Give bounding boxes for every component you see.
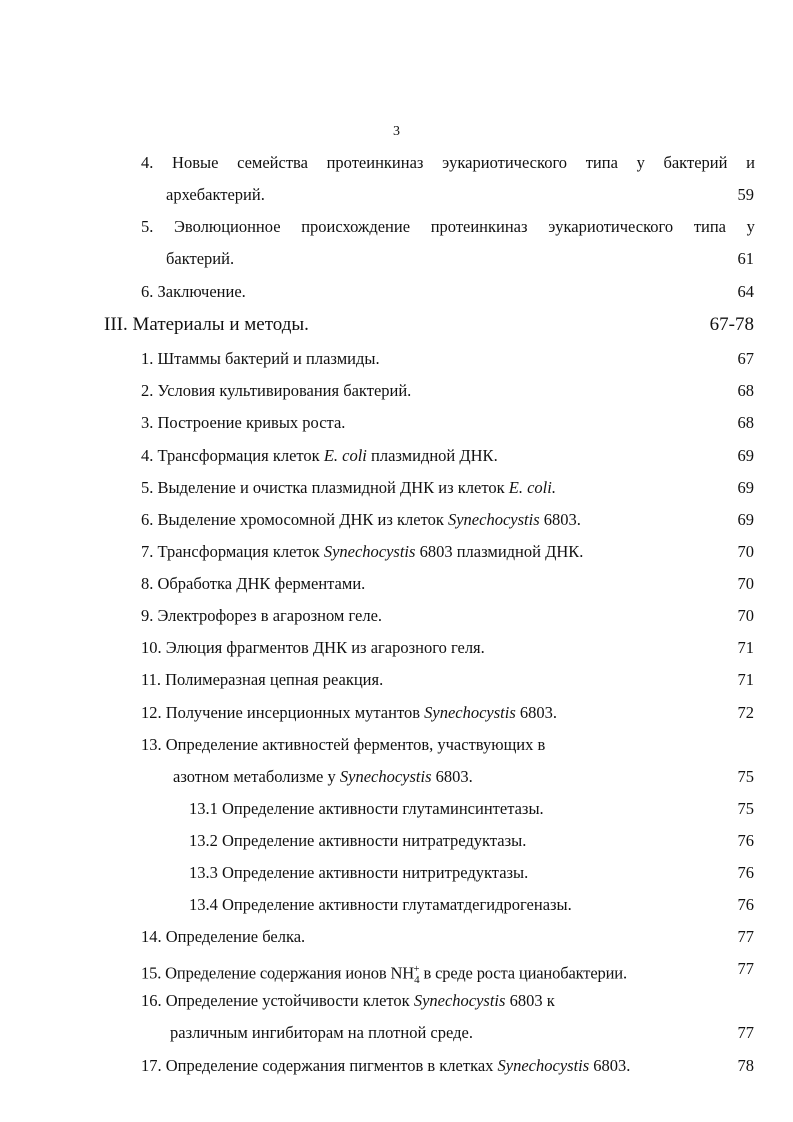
toc-method-10-page: 71 [737,638,754,657]
toc-method-1-page: 67 [737,349,754,368]
toc-method-3-page: 68 [737,413,754,432]
toc-method-13-line2: азотном метаболизме у Synechocystis 6803. [173,767,473,786]
toc-method-6: 6. Выделение хромосомной ДНК из клеток Synechocystis 6803. [141,510,581,529]
toc-method-14-page: 77 [737,927,754,946]
toc-method-17-page: 78 [737,1056,754,1075]
toc-method-11: 11. Полимеразная цепная реакция. [141,670,384,689]
toc-entry-5-line2: бактерий. [166,249,235,268]
toc-method-3: 3. Построение кривых роста. [141,413,346,432]
toc-method-13-1-page: 75 [737,799,754,818]
toc-method-1: 1. Штаммы бактерий и плазмиды. [141,349,380,368]
toc-method-8: 8. Обработка ДНК ферментами. [141,574,366,593]
toc-method-16-page: 77 [737,1023,754,1042]
toc-method-8-page: 70 [737,574,754,593]
toc-method-12-page: 72 [737,703,754,722]
toc-method-15-page: 77 [737,959,754,978]
toc-entry-4-line1: 4. Новые семейства протеинкиназ эукариотического типа у бактерий и [141,153,755,172]
toc-method-9: 9. Электрофорез в агарозном геле. [141,606,383,625]
toc-entry-5-page: 61 [737,249,754,268]
toc-method-14: 14. Определение белка. [141,927,306,946]
toc-method-17: 17. Определение содержания пигментов в клетках Synechocystis 6803. [141,1056,631,1075]
toc-method-2-page: 68 [737,381,754,400]
section-heading-page: 67-78 [709,314,754,335]
toc-method-16-line1: 16. Определение устойчивости клеток Synechocystis 6803 к [141,991,555,1010]
toc-entry-4-line2: архебактерий. [166,185,265,204]
toc-method-13-4-page: 76 [737,895,754,914]
toc-entry-4-page: 59 [737,185,754,204]
toc-method-7: 7. Трансформация клеток Synechocystis 6803 плазмидной ДНК. [141,542,584,561]
toc-method-4-page: 69 [737,446,754,465]
section-heading: III. Материалы и методы. [104,314,309,335]
toc-method-13-3-page: 76 [737,863,754,882]
page-number: 3 [393,124,400,139]
toc-method-13-3: 13.3 Определение активности нитритредуктазы. [189,863,529,882]
toc-method-12: 12. Получение инсерционных мутантов Synechocystis 6803. [141,703,558,722]
toc-method-15: 15. Определение содержания ионов $NH_4^+$ в среде роста цианобактерии. [141,963,627,986]
toc-method-16-line2: различным ингибиторам на плотной среде. [170,1023,473,1042]
toc-method-13-line1: 13. Определение активностей ферментов, участвующих в [141,735,546,754]
toc-method-5: 5. Выделение и очистка плазмидной ДНК из клеток E. coli. [141,478,556,497]
toc-entry-5-line1: 5. Эволюционное происхождение протеинкиназ эукариотического типа у [141,217,755,236]
toc-method-7-page: 70 [737,542,754,561]
toc-method-5-page: 69 [737,478,754,497]
toc-method-13-1: 13.1 Определение активности глутаминсинтетазы. [189,799,544,818]
toc-method-9-page: 70 [737,606,754,625]
toc-method-4: 4. Трансформация клеток E. coli плазмидной ДНК. [141,446,498,465]
toc-method-6-page: 69 [737,510,754,529]
toc-method-13-page: 75 [737,767,754,786]
toc-method-11-page: 71 [737,670,754,689]
toc-entry-6-page: 64 [737,282,754,301]
toc-method-13-2: 13.2 Определение активности нитратредуктазы. [189,831,527,850]
toc-method-13-2-page: 76 [737,831,754,850]
toc-method-2: 2. Условия культивирования бактерий. [141,381,412,400]
toc-method-10: 10. Элюция фрагментов ДНК из агарозного геля. [141,638,485,657]
toc-entry-6: 6. Заключение. [141,282,246,301]
toc-method-13-4: 13.4 Определение активности глутаматдегидрогеназы. [189,895,572,914]
